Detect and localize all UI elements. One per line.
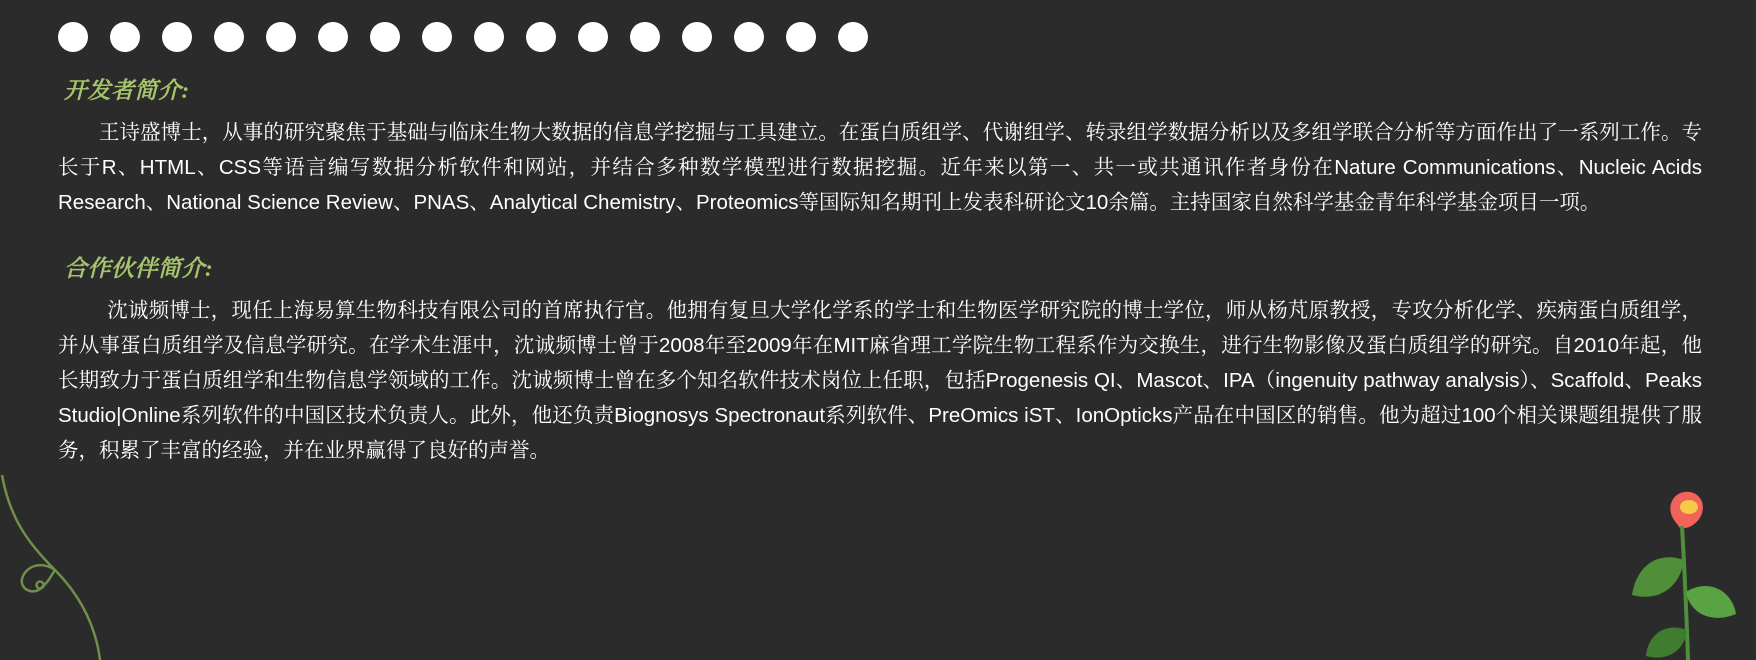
dot-icon (682, 22, 712, 52)
dot-icon (370, 22, 400, 52)
dot-icon (578, 22, 608, 52)
dot-icon (162, 22, 192, 52)
dot-icon (838, 22, 868, 52)
dot-icon (110, 22, 140, 52)
vine-icon (0, 475, 130, 660)
dot-icon (734, 22, 764, 52)
dot-icon (318, 22, 348, 52)
developer-bio-paragraph: 王诗盛博士，从事的研究聚焦于基础与临床生物大数据的信息学挖掘与工具建立。在蛋白质组学、代谢组学、转录组学数据分析以及多组学联合分析等方面作出了一系列工作。专长于R、HTML、CSS等语言编写数据分析软件和网站，并结合多种数学模型进行数据挖掘。近年来以第一、共一或共通讯作者身份在Nature Communications、Nucleic Acids Research、National Science Review、PNAS、Analytical Chemistry、Proteomics等国际知名期刊上发表科研论文10余篇。主持国家自然科学基金青年科学基金项目一项。 (58, 121, 1702, 214)
slide-content (58, 72, 1706, 468)
dot-icon (630, 22, 660, 52)
dot-icon (786, 22, 816, 52)
partner-bio-paragraph: 沈诚频博士，现任上海易算生物科技有限公司的首席执行官。他拥有复旦大学化学系的学士和生物医学研究院的博士学位，师从杨芃原教授，专攻分析化学、疾病蛋白质组学，并从事蛋白质组学及信息学研究。在学术生涯中，沈诚频博士曾于2008年至2009年在MIT麻省理工学院生物工程系作为交换生，进行生物影像及蛋白质组学的研究。自2010年起，他长期致力于蛋白质组学和生物信息学领域的工作。沈诚频博士曾在多个知名软件技术岗位上任职，包括Progenesis QI、Mascot、IPA（ingenuity pathway analysis）、Scaffold、Peaks Studio|Online系列软件的中国区技术负责人。此外，他还负责Biognosys Spectronaut系列软件、PreOmics iST、IonOpticks产品在中国区的销售。他为超过100个相关课题组提供了服务，积累了丰富的经验，并在业界赢得了良好的声誉。 (58, 299, 1702, 462)
flower-icon (1596, 480, 1746, 660)
dot-icon (474, 22, 504, 52)
dot-icon (214, 22, 244, 52)
dot-icon (422, 22, 452, 52)
partner-bio-heading: 合作伙伴简介: (64, 256, 214, 281)
dot-row-decoration (58, 22, 868, 52)
developer-bio-heading: 开发者简介: (64, 78, 190, 103)
dot-icon (526, 22, 556, 52)
dot-icon (266, 22, 296, 52)
dot-icon (58, 22, 88, 52)
